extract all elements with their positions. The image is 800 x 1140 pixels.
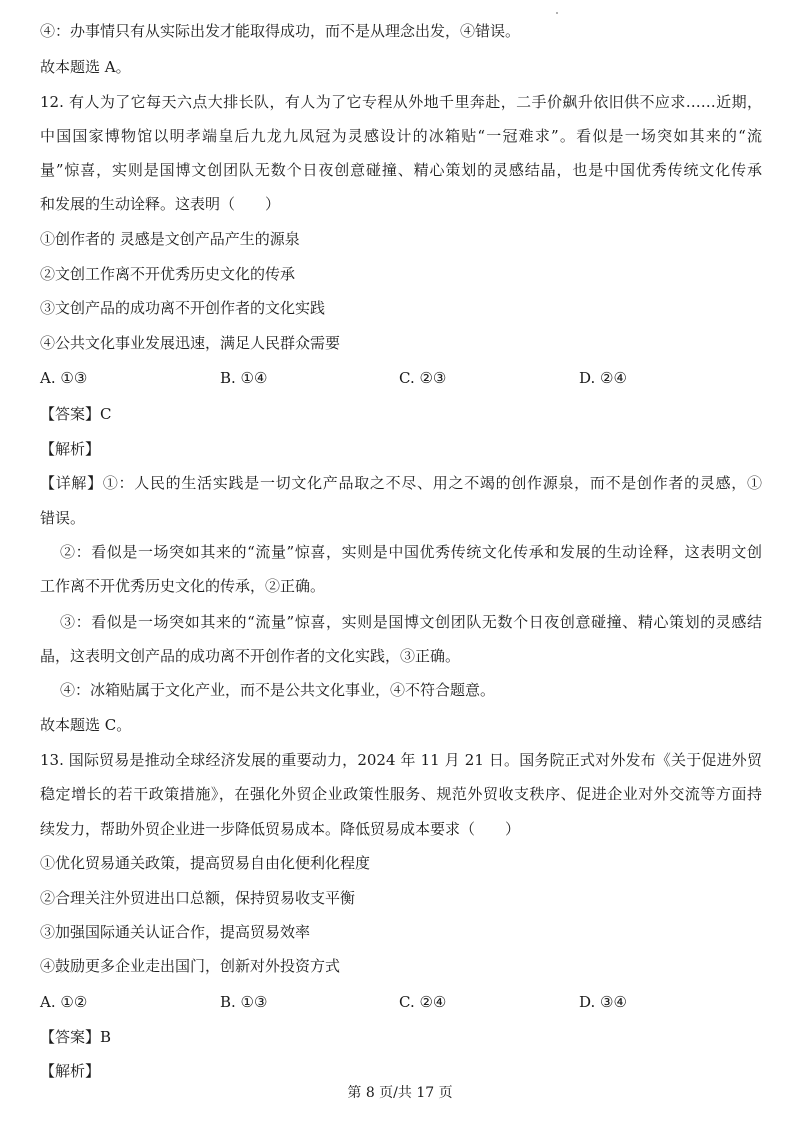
statement-2: ②文创工作离不开优秀历史文化的传承 — [40, 265, 296, 283]
statement-3: ③文创产品的成功离不开创作者的文化实践 — [40, 299, 326, 317]
explanation-line: 错误。 — [40, 509, 86, 527]
statement-4: ④公共文化事业发展迅速，满足人民群众需要 — [40, 334, 341, 352]
option-b: B. ①④ — [220, 369, 268, 387]
analysis-label: 【解析】 — [40, 1062, 101, 1080]
scan-speck — [556, 12, 558, 14]
option-b: B. ①③ — [220, 993, 268, 1011]
option-a: A. ①② — [40, 993, 88, 1011]
question-12-stem: 中国国家博物馆以明孝端皇后九龙九凤冠为灵感设计的冰箱贴“一冠难求”。看似是一场突如其来的“流 — [40, 127, 762, 145]
option-c: C. ②③ — [399, 369, 447, 387]
explanation-line: 工作离不开优秀历史文化的传承，②正确。 — [40, 577, 326, 595]
statement-1: ①优化贸易通关政策，提高贸易自由化便利化程度 — [40, 854, 371, 872]
page-number: 第 8 页/共 17 页 — [347, 1085, 453, 1101]
analysis-label: 【解析】 — [40, 440, 101, 458]
statement-4: ④鼓励更多企业走出国门，创新对外投资方式 — [40, 957, 341, 975]
statement-1: ①创作者的 灵感是文创产品产生的源泉 — [40, 230, 300, 248]
final-answer: 故本题选 C。 — [40, 716, 132, 734]
text-line: 故本题选 A。 — [40, 58, 131, 76]
question-13-stem: 13. 国际贸易是推动全球经济发展的重要动力，2024 年 11 月 21 日。国务院正式对外发布《关于促进外贸 — [40, 751, 762, 769]
explanation-line: ④：冰箱贴属于文化产业，而不是公共文化事业，④不符合题意。 — [60, 681, 496, 699]
question-12-stem: 量”惊喜，实则是国博文创团队无数个日夜创意碰撞、精心策划的灵感结晶，也是中国优秀传统文化传承 — [40, 161, 762, 179]
question-13-stem: 稳定增长的若干政策措施》，在强化外贸企业政策性服务、规范外贸收支秩序、促进企业对外交流等方面持 — [40, 785, 762, 803]
question-13-stem: 续发力，帮助外贸企业进一步降低贸易成本。降低贸易成本要求（ ） — [40, 820, 521, 838]
explanation-line: ②：看似是一场突如其来的“流量”惊喜，实则是中国优秀传统文化传承和发展的生动诠释，这表明文创 — [60, 543, 762, 561]
option-d: D. ③④ — [579, 993, 627, 1011]
explanation-line: 【详解】①：人民的生活实践是一切文化产品取之不尽、用之不竭的创作源泉，而不是创作者的灵感，① — [40, 474, 762, 492]
statement-2: ②合理关注外贸进出口总额，保持贸易收支平衡 — [40, 889, 356, 907]
option-a: A. ①③ — [40, 369, 88, 387]
explanation-line: 晶，这表明文创产品的成功离不开创作者的文化实践，③正确。 — [40, 647, 461, 665]
question-12-stem: 12. 有人为了它每天六点大排长队，有人为了它专程从外地千里奔赴，二手价飙升依旧供不应求……近期， — [40, 93, 762, 111]
question-12-stem: 和发展的生动诠释。这表明（ ） — [40, 195, 281, 213]
answer-label: 【答案】C — [40, 405, 112, 423]
option-d: D. ②④ — [579, 369, 627, 387]
option-c: C. ②④ — [399, 993, 447, 1011]
statement-3: ③加强国际通关认证合作，提高贸易效率 — [40, 923, 311, 941]
answer-label: 【答案】B — [40, 1028, 112, 1046]
explanation-line: ③：看似是一场突如其来的“流量”惊喜，实则是国博文创团队无数个日夜创意碰撞、精心策划的灵感结 — [60, 613, 762, 631]
text-line: ④：办事情只有从实际出发才能取得成功，而不是从理念出发，④错误。 — [40, 22, 521, 40]
